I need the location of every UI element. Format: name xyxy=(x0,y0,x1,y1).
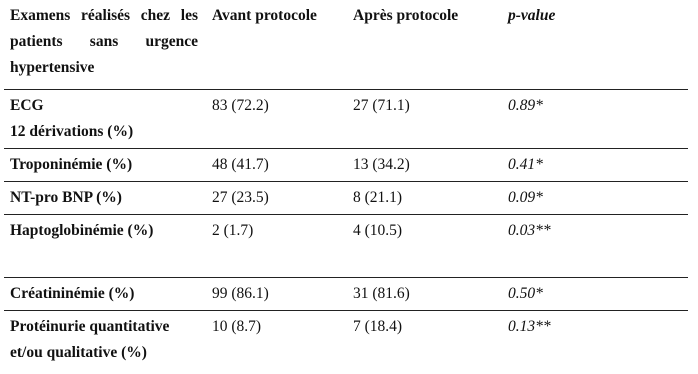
apres-value: 27 (71.1) xyxy=(347,90,502,149)
exam-label-line2: 12 dérivations (%) xyxy=(10,119,198,145)
header-avant-protocole: Avant protocole xyxy=(206,0,347,90)
p-value: 0.50* xyxy=(502,278,688,311)
p-value: 0.03** xyxy=(502,215,688,278)
apres-value: 8 (21.1) xyxy=(347,182,502,215)
p-value: 0.13** xyxy=(502,311,688,374)
header-exams: Examens réalisés chez les patients sans urgence hypertensive xyxy=(4,0,206,90)
exam-cell xyxy=(4,90,206,149)
table-row xyxy=(4,215,688,278)
avant-value: 48 (41.7) xyxy=(206,149,347,182)
table-row xyxy=(4,149,688,182)
exam-cell xyxy=(4,311,206,374)
exam-label: Créatininémie (%) xyxy=(4,278,206,311)
exam-label-line2: et/ou qualitative (%) xyxy=(10,340,198,366)
avant-value: 10 (8.7) xyxy=(206,311,347,374)
exam-label: Protéinurie quantitative xyxy=(10,314,198,340)
apres-value: 13 (34.2) xyxy=(347,149,502,182)
apres-value: 31 (81.6) xyxy=(347,278,502,311)
exam-label: NT-pro BNP (%) xyxy=(4,182,206,215)
table-row xyxy=(4,311,688,374)
table-row xyxy=(4,182,688,215)
exam-label: Haptoglobinémie (%) xyxy=(4,215,206,278)
apres-value: 7 (18.4) xyxy=(347,311,502,374)
table-row xyxy=(4,278,688,311)
header-p-value: p-value xyxy=(502,0,688,90)
apres-value: 4 (10.5) xyxy=(347,215,502,278)
avant-value: 27 (23.5) xyxy=(206,182,347,215)
avant-value: 83 (72.2) xyxy=(206,90,347,149)
exam-label: Troponinémie (%) xyxy=(4,149,206,182)
exams-table xyxy=(4,0,688,374)
header-apres-protocole: Après protocole xyxy=(347,0,502,90)
p-value: 0.41* xyxy=(502,149,688,182)
p-value: 0.89* xyxy=(502,90,688,149)
exam-label: ECG xyxy=(10,93,198,119)
avant-value: 2 (1.7) xyxy=(206,215,347,278)
avant-value: 99 (86.1) xyxy=(206,278,347,311)
p-value: 0.09* xyxy=(502,182,688,215)
table-header-row xyxy=(4,0,688,90)
table-row xyxy=(4,90,688,149)
